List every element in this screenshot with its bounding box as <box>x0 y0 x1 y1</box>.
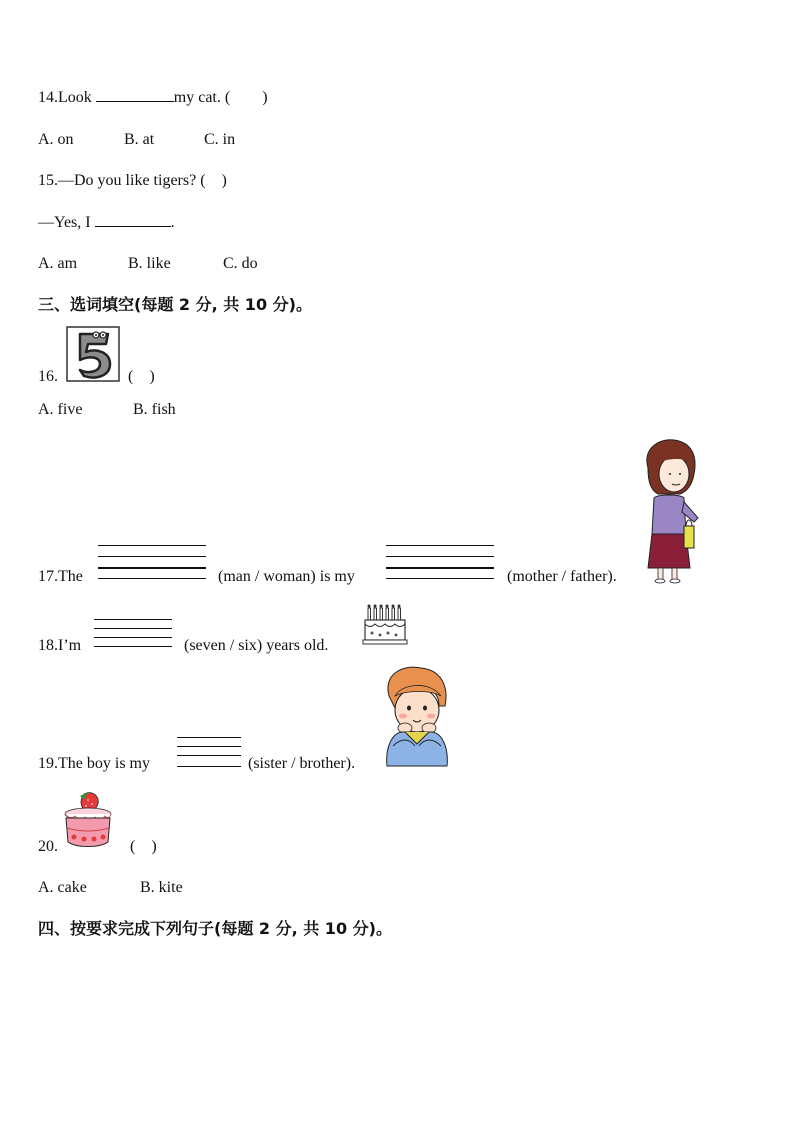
writing-line <box>177 737 241 738</box>
writing-line <box>94 646 172 647</box>
option-b[interactable]: B. fish <box>133 401 176 418</box>
question-number: 16. <box>38 368 58 385</box>
option-a[interactable]: A. on <box>38 131 74 148</box>
answer-paren[interactable]: ( ) <box>128 368 155 385</box>
writing-line <box>98 578 206 579</box>
writing-line[interactable] <box>177 755 241 756</box>
writing-line[interactable] <box>386 567 494 569</box>
option-b[interactable]: B. kite <box>140 879 183 896</box>
writing-line <box>386 556 494 557</box>
question-text: Look <box>58 89 92 106</box>
question-18 <box>38 636 81 656</box>
question-17 <box>38 567 83 587</box>
writing-line <box>177 746 241 747</box>
question-text: The <box>58 568 83 585</box>
option-a[interactable]: A. five <box>38 401 83 418</box>
question-text: my cat. <box>173 89 221 106</box>
writing-line <box>177 766 241 767</box>
option-a[interactable]: A. cake <box>38 879 87 896</box>
choice-text: (sister / brother). <box>248 755 356 772</box>
boy-picture <box>383 666 451 770</box>
option-b[interactable]: B. at <box>124 131 155 148</box>
answer-blank[interactable] <box>96 101 174 102</box>
question-15 <box>38 171 227 191</box>
question-text: I’m <box>58 637 82 654</box>
answer-text: —Yes, I <box>38 214 91 231</box>
question-text: —Do you like tigers? <box>58 172 197 189</box>
answer-paren[interactable]: ( ) <box>200 172 227 189</box>
answer-blank[interactable] <box>95 226 171 227</box>
question-19 <box>38 754 150 774</box>
section-4-heading: 四、按要求完成下列句子(每题 2 分, 共 10 分)。 <box>38 919 392 938</box>
writing-line <box>94 628 172 629</box>
question-20 <box>38 837 58 857</box>
writing-line <box>94 619 172 620</box>
answer-paren[interactable]: ( ) <box>130 838 157 855</box>
answer-paren[interactable]: ( ) <box>224 89 268 106</box>
writing-line <box>386 578 494 579</box>
question-number: 14. <box>38 89 58 106</box>
strawberry-cake-picture <box>62 790 114 850</box>
choice-text: (mother / father). <box>507 568 617 585</box>
question-text: The boy is my <box>58 755 150 772</box>
option-c[interactable]: C. do <box>223 255 258 272</box>
option-a[interactable]: A. am <box>38 255 78 272</box>
choice-text: (man / woman) is my <box>218 568 355 585</box>
writing-line <box>98 556 206 557</box>
number-five-picture <box>66 326 120 382</box>
writing-line[interactable] <box>98 567 206 569</box>
question-number: 15. <box>38 172 58 189</box>
question-16 <box>38 367 58 387</box>
writing-line[interactable] <box>94 637 172 638</box>
section-3-heading: 三、选词填空(每题 2 分, 共 10 分)。 <box>38 295 312 314</box>
writing-line <box>98 545 206 546</box>
question-number: 19. <box>38 755 58 772</box>
writing-line <box>386 545 494 546</box>
question-number: 18. <box>38 637 58 654</box>
question-number: 17. <box>38 568 58 585</box>
choice-text: (seven / six) years old. <box>184 637 329 654</box>
option-c[interactable]: C. in <box>204 131 236 148</box>
woman-picture <box>640 438 704 584</box>
option-b[interactable]: B. like <box>128 255 171 272</box>
question-14 <box>38 88 268 108</box>
birthday-cake-picture <box>362 602 410 648</box>
question-number: 20. <box>38 838 58 855</box>
question-15-answer: —Yes, I . <box>38 214 175 231</box>
